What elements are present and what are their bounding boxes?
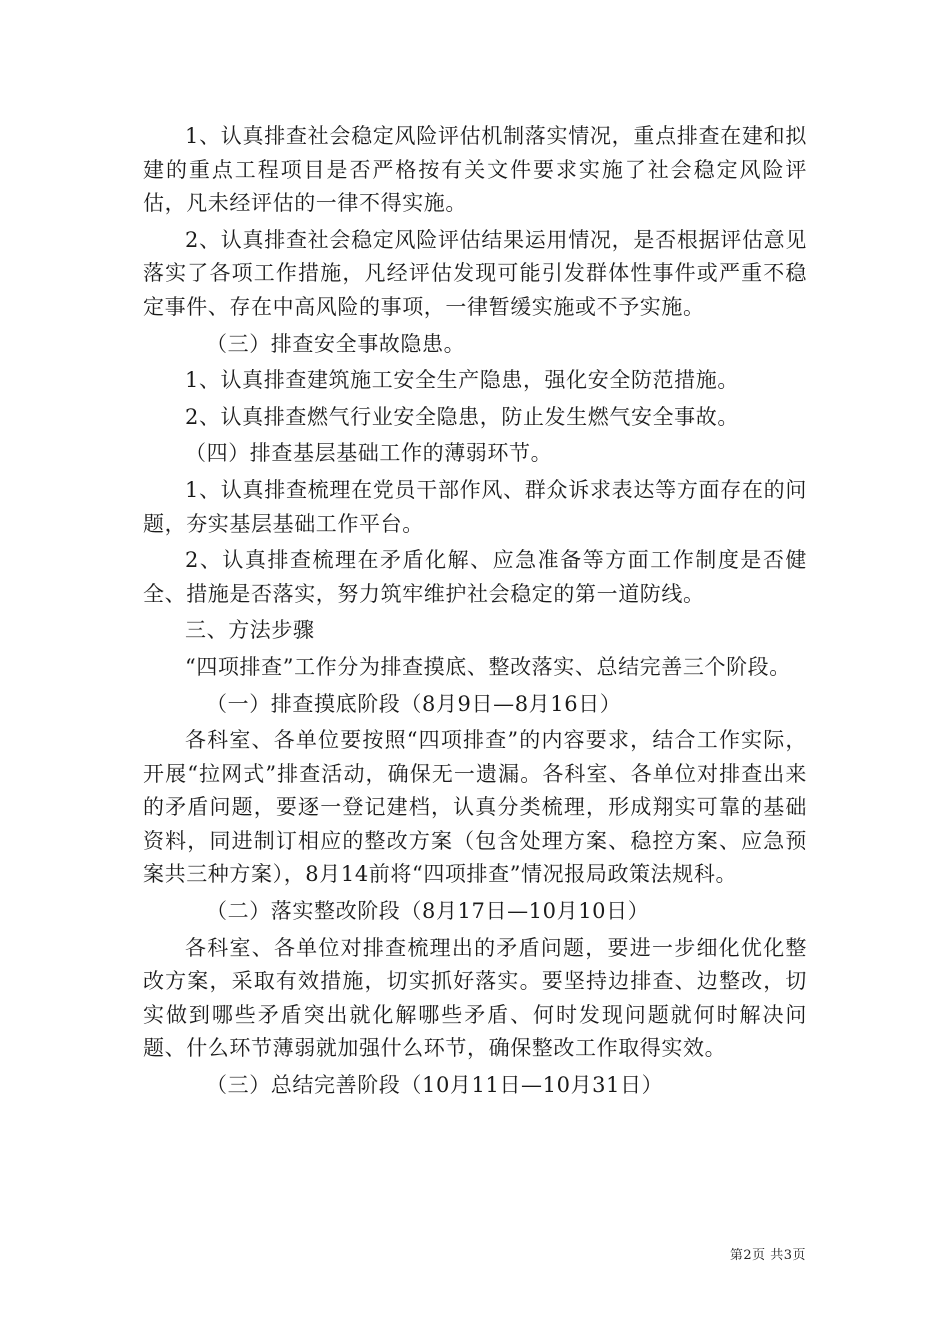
paragraph-item-2: 2、认真排查燃气行业安全隐患，防止发生燃气安全事故。 bbox=[185, 404, 739, 429]
chapter-heading-methods: 三、方法步骤 bbox=[185, 618, 315, 643]
document-body bbox=[143, 120, 807, 1103]
page-number-label: 第2页 共3页 bbox=[729, 1248, 806, 1263]
paragraph-item-1: 1、认真排查梳理在党员干部作风、群众诉求表达等方面存在的问题，夯实基层基础工作平台。 bbox=[143, 477, 807, 536]
section-heading-4: （四）排查基层基础工作的薄弱环节。 bbox=[185, 441, 553, 466]
paragraph-overview: “四项排查”工作分为排查摸底、整改落实、总结完善三个阶段。 bbox=[185, 654, 791, 679]
stage-heading-2: （二）落实整改阶段（8月17日—10月10日） bbox=[206, 899, 650, 924]
paragraph-stage-1: 各科室、各单位要按照“四项排查”的内容要求，结合工作实际，开展“拉网式”排查活动，确保无一遗漏。各科室、各单位对排查出来的矛盾问题，要逐一登记建档，认真分类梳理，形成翔实可靠的基础资料，同进制订相应的整改方案（包含处理方案、稳控方案、应急预案共三种方案），8月14前将“四项排查”情况报局政策法规科。 bbox=[143, 728, 807, 887]
paragraph-item-1: 1、认真排查建筑施工安全生产隐患，强化安全防范措施。 bbox=[185, 368, 739, 393]
stage-heading-3: （三）总结完善阶段（10月11日—10月31日） bbox=[206, 1073, 664, 1098]
paragraph-item-1: 1、认真排查社会稳定风险评估机制落实情况，重点排查在建和拟建的重点工程项目是否严格按有关文件要求实施了社会稳定风险评估，凡未经评估的一律不得实施。 bbox=[143, 124, 807, 216]
paragraph-item-2: 2、认真排查梳理在矛盾化解、应急准备等方面工作制度是否健全、措施是否落实，努力筑牢维护社会稳定的第一道防线。 bbox=[143, 548, 807, 606]
paragraph-item-2: 2、认真排查社会稳定风险评估结果运用情况，是否根据评估意见落实了各项工作措施，凡经评估发现可能引发群体性事件或严重不稳定事件、存在中高风险的事项，一律暂缓实施或不予实施。 bbox=[143, 227, 807, 319]
section-heading-3: （三）排查安全事故隐患。 bbox=[206, 331, 466, 356]
stage-heading-1: （一）排查摸底阶段（8月9日—8月16日） bbox=[206, 691, 622, 716]
page-footer bbox=[0, 1244, 806, 1263]
paragraph-stage-2: 各科室、各单位对排查梳理出的矛盾问题，要进一步细化优化整改方案，采取有效措施，切实抓好落实。要坚持边排查、边整改，切实做到哪些矛盾突出就化解哪些矛盾、何时发现问题就何时解决问题、什么环节薄弱就加强什么环节，确保整改工作取得实效。 bbox=[143, 935, 807, 1061]
